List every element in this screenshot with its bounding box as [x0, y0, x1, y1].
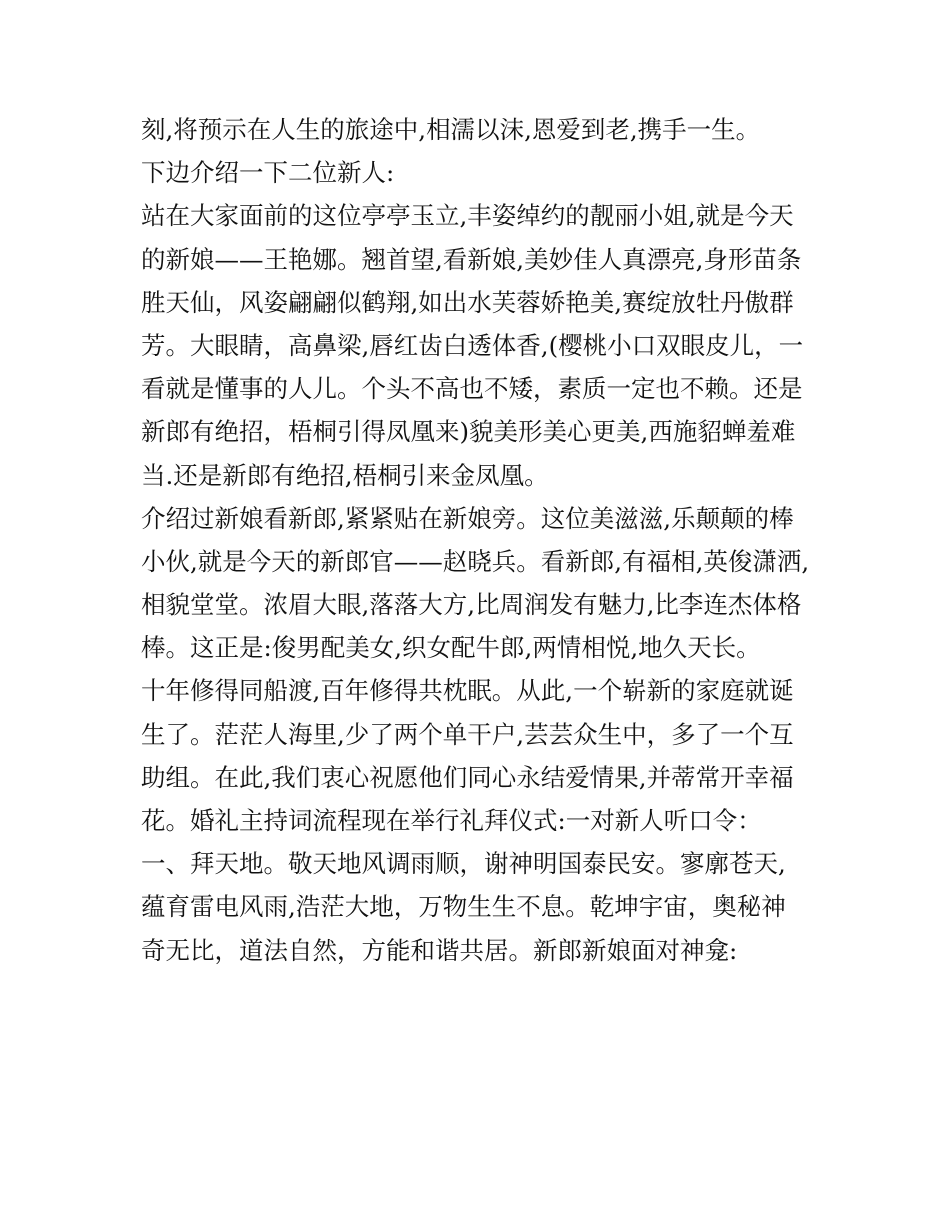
text-line: 新郎有绝招，梧桐引得凤凰来)貌美形美心更美,西施貂蝉羞难 [141, 417, 796, 447]
text-line: 小伙,就是今天的新郎官——赵晓兵。看新郎,有福相,英俊潇洒, [141, 546, 810, 576]
text-line: 下边介绍一下二位新人: [141, 158, 395, 188]
text-line: 奇无比，道法自然，方能和谐共居。新郎新娘面对神龛: [141, 935, 738, 965]
text-line: 芳。大眼睛，高鼻梁,唇红齿白透体香,(樱桃小口双眼皮儿，一 [141, 330, 804, 360]
text-line: 一、拜天地。敬天地风调雨顺，谢神明国泰民安。寥廓苍天, [141, 849, 786, 879]
text-line: 刻,将预示在人生的旅途中,相濡以沫,恩爱到老,携手一生。 [141, 115, 761, 144]
text-line: 介绍过新娘看新郎,紧紧贴在新娘旁。这位美滋滋,乐颠颠的棒 [141, 503, 794, 533]
text-line: 相貌堂堂。浓眉大眼,落落大方,比周润发有魅力,比李连杰体格 [141, 590, 802, 620]
text-line: 助组。在此,我们衷心祝愿他们同心永结爱情果,并蒂常开幸福 [141, 762, 794, 792]
text-line: 胜天仙，风姿翩翩似鹤翔,如出水芙蓉娇艳美,赛绽放牡丹傲群 [141, 287, 794, 317]
text-line: 十年修得同船渡,百年修得共枕眠。从此,一个崭新的家庭就诞 [141, 676, 794, 706]
text-line: 看就是懂事的人儿。个头不高也不矮，素质一定也不赖。还是 [141, 374, 803, 404]
text-line: 当.还是新郎有绝招,梧桐引来金凤凰。 [141, 460, 549, 490]
text-line: 棒。这正是:俊男配美女,织女配牛郎,两情相悦,地久天长。 [141, 633, 761, 663]
text-line: 站在大家面前的这位亭亭玉立,丰姿绰约的靓丽小姐,就是今天 [141, 201, 794, 231]
text-line: 蕴育雷电风雨,浩茫大地，万物生生不息。乾坤宇宙，奥秘神 [141, 892, 786, 922]
text-line: 的新娘——王艳娜。翘首望,看新娘,美妙佳人真漂亮,身形苗条 [141, 244, 802, 274]
document-body [141, 108, 813, 972]
text-line: 生了。茫茫人海里,少了两个单干户,芸芸众生中，多了一个互 [141, 719, 794, 749]
text-line: 花。婚礼主持词流程现在举行礼拜仪式:一对新人听口令： [141, 806, 762, 835]
